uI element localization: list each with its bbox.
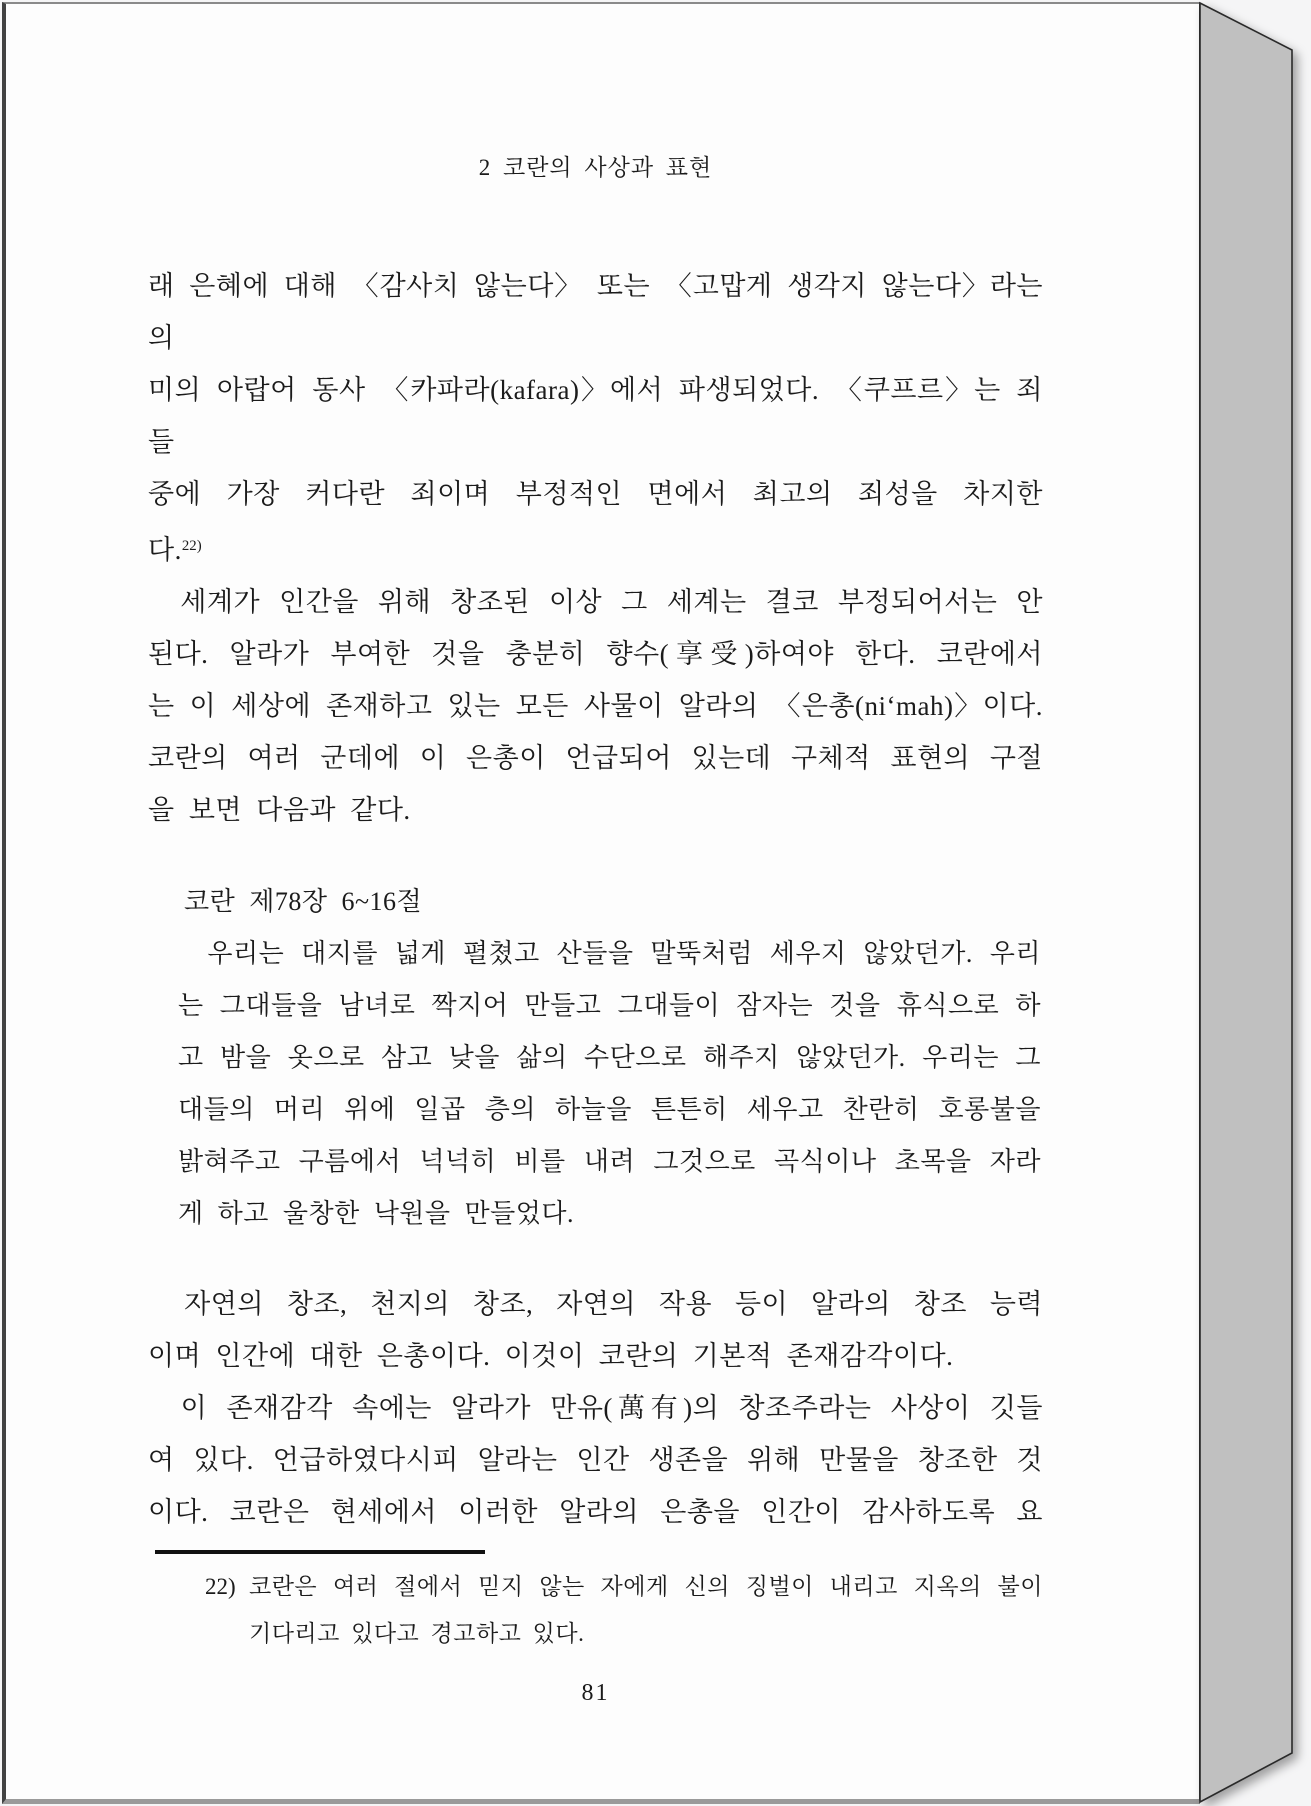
paragraph-existence-sense (148, 1382, 1043, 1538)
text-line: 미의 아랍어 동사 〈카파라(kafara)〉에서 파생되었다. 〈쿠프르〉는 죄들 (148, 375, 1043, 457)
footnote-rule (155, 1550, 485, 1554)
text-line: 코란은 여러 절에서 믿지 않는 자에게 신의 징벌이 내리고 지옥의 불이 (249, 1574, 1043, 1599)
document-page (2, 2, 1200, 1804)
footnote (205, 1563, 1043, 1657)
footnote-reference: 22) (181, 538, 202, 554)
footnote-section (148, 1550, 1043, 1657)
footnote-text (249, 1563, 1043, 1657)
text-line: 대들의 머리 위에 일곱 층의 하늘을 튼튼히 세우고 찬란히 호롱불을 (178, 1095, 1041, 1124)
text-line: 고 밤을 옷으로 삼고 낮을 삶의 수단으로 해주지 않았던가. 우리는 그 (178, 1043, 1041, 1072)
text-line: 는 이 세상에 존재하고 있는 모든 사물이 알라의 〈은총(ni‘mah)〉이다. (148, 691, 1043, 721)
text-line: 코란 제78장 6~16절 (184, 887, 423, 916)
paragraph-kufr (148, 260, 1058, 576)
text-line: 이 존재감각 속에는 알라가 만유(萬有)의 창조주라는 사상이 깃들 (148, 1393, 1043, 1423)
text-line: 여 있다. 언급하였다시피 알라는 인간 생존을 위해 만물을 창조한 것 (148, 1445, 1043, 1475)
running-header: 2 코란의 사상과 표현 (478, 155, 713, 180)
paragraph-world-creation (148, 576, 1043, 836)
text-line: 래 은혜에 대해 〈감사치 않는다〉 또는 〈고맙게 생각지 않는다〉라는 의 (148, 271, 1058, 353)
page-edge-surface (1200, 3, 1292, 1802)
text-line: 이다. 코란은 현세에서 이러한 알라의 은총을 인간이 감사하도록 요 (148, 1497, 1043, 1527)
text-line: 코란의 여러 군데에 이 은총이 언급되어 있는데 구체적 표현의 구절 (148, 743, 1043, 773)
quote-heading (148, 876, 1043, 928)
text-line: 기다리고 있다고 경고하고 있다. (249, 1621, 585, 1646)
text-line: 을 보면 다음과 같다. (148, 795, 411, 825)
text-line: 게 하고 울창한 낙원을 만들었다. (178, 1199, 575, 1228)
text-line: 세계가 인간을 위해 창조된 이상 그 세계는 결코 부정되어서는 안 (148, 587, 1043, 617)
quran-quote (148, 928, 1043, 1240)
text-line: 이며 인간에 대한 은총이다. 이것이 코란의 기본적 존재감각이다. (148, 1341, 954, 1371)
footnote-number: 22) (205, 1574, 236, 1599)
page-number: 81 (581, 1680, 610, 1706)
text-line: 우리는 대지를 넓게 펼쳤고 산들을 말뚝처럼 세우지 않았던가. 우리 (178, 939, 1041, 968)
text-line: 밝혀주고 구름에서 넉넉히 비를 내려 그것으로 곡식이나 초목을 자라 (178, 1147, 1041, 1176)
text-line: 는 그대들을 남녀로 짝지어 만들고 그대들이 잠자는 것을 휴식으로 하 (178, 991, 1041, 1020)
text-line: 중에 가장 커다란 죄이며 부정적인 면에서 최고의 죄성을 차지한 (148, 479, 1043, 509)
body-text (148, 260, 1058, 1538)
text-line: 된다. 알라가 부여한 것을 충분히 향수(享受)하여야 한다. 코란에서 (148, 639, 1043, 669)
text-line: 자연의 창조, 천지의 창조, 자연의 작용 등이 알라의 창조 능력 (148, 1289, 1043, 1319)
paragraph-nature-creation (148, 1278, 1043, 1382)
text-line: 다.$^{22)}$ (148, 535, 202, 565)
